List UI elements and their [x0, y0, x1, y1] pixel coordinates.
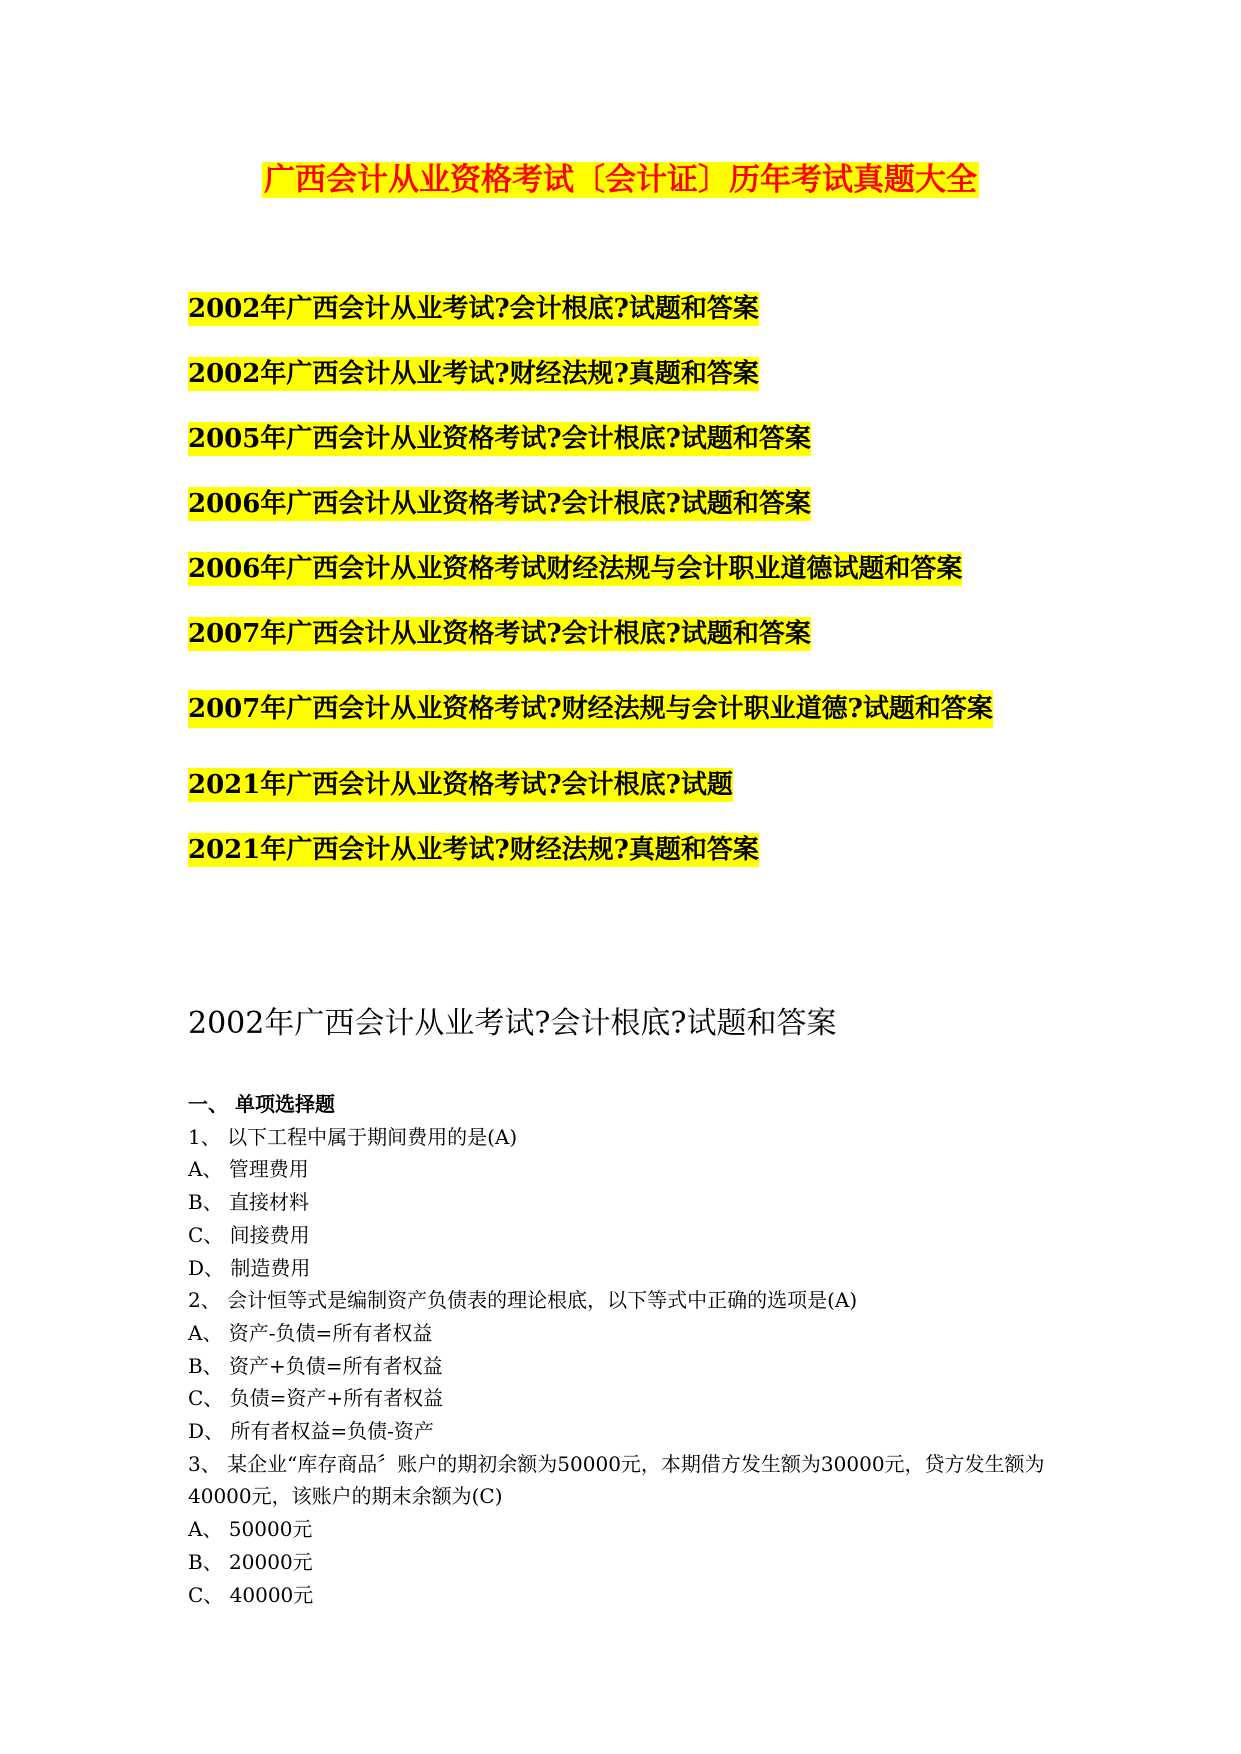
question-line: 1、 以下工程中属于期间费用的是(A): [188, 1124, 518, 1149]
option-line: D、 制造费用: [188, 1255, 311, 1280]
question-line: 3、 某企业“库存商品〞账户的期初余额为50000元，本期借方发生额为30000元，贷方发生额为40000元，该账户的期末余额为(C): [188, 1451, 1045, 1509]
option-line: B、 直接材料: [188, 1190, 310, 1215]
option-line: A、 管理费用: [188, 1157, 309, 1182]
toc-item[interactable]: 2006年广西会计从业资格考试?会计根底?试题和答案: [188, 489, 811, 519]
option-line: C、 负债=资产+所有者权益: [188, 1386, 444, 1411]
toc-item[interactable]: 2005年广西会计从业资格考试?会计根底?试题和答案: [188, 424, 811, 454]
sub-heading: 一、 单项选择题: [188, 1092, 335, 1116]
option-line: B、 20000元: [188, 1549, 313, 1574]
option-line: A、 资产-负债=所有者权益: [188, 1320, 433, 1345]
toc-item[interactable]: 2006年广西会计从业资格考试财经法规与会计职业道德试题和答案: [188, 554, 963, 584]
section-heading: 2002年广西会计从业考试?会计根底?试题和答案: [188, 1006, 837, 1041]
toc-item[interactable]: 2007年广西会计从业资格考试?会计根底?试题和答案: [188, 619, 811, 649]
toc-item[interactable]: 2021年广西会计从业资格考试?会计根底?试题: [188, 770, 733, 800]
table-of-contents: [188, 287, 1068, 893]
question-line: 2、 会计恒等式是编制资产负债表的理论根底，以下等式中正确的选项是(A): [188, 1288, 858, 1313]
option-line: D、 所有者权益=负债-资产: [188, 1419, 434, 1444]
page-title-text: 广西会计从业资格考试〔会计证〕历年考试真题大全: [264, 162, 977, 198]
option-line: A、 50000元: [188, 1517, 313, 1542]
exam-content: [188, 1088, 1058, 1611]
toc-item[interactable]: 2021年广西会计从业考试?财经法规?真题和答案: [188, 835, 759, 865]
option-line: C、 40000元: [188, 1582, 314, 1607]
toc-item[interactable]: 2007年广西会计从业资格考试?财经法规与会计职业道德?试题和答案: [188, 677, 1068, 742]
option-line: B、 资产+负债=所有者权益: [188, 1353, 443, 1378]
toc-item[interactable]: 2002年广西会计从业考试?财经法规?真题和答案: [188, 359, 759, 389]
toc-item[interactable]: 2002年广西会计从业考试?会计根底?试题和答案: [188, 294, 759, 324]
page-title: [0, 157, 1241, 203]
option-line: C、 间接费用: [188, 1222, 310, 1247]
